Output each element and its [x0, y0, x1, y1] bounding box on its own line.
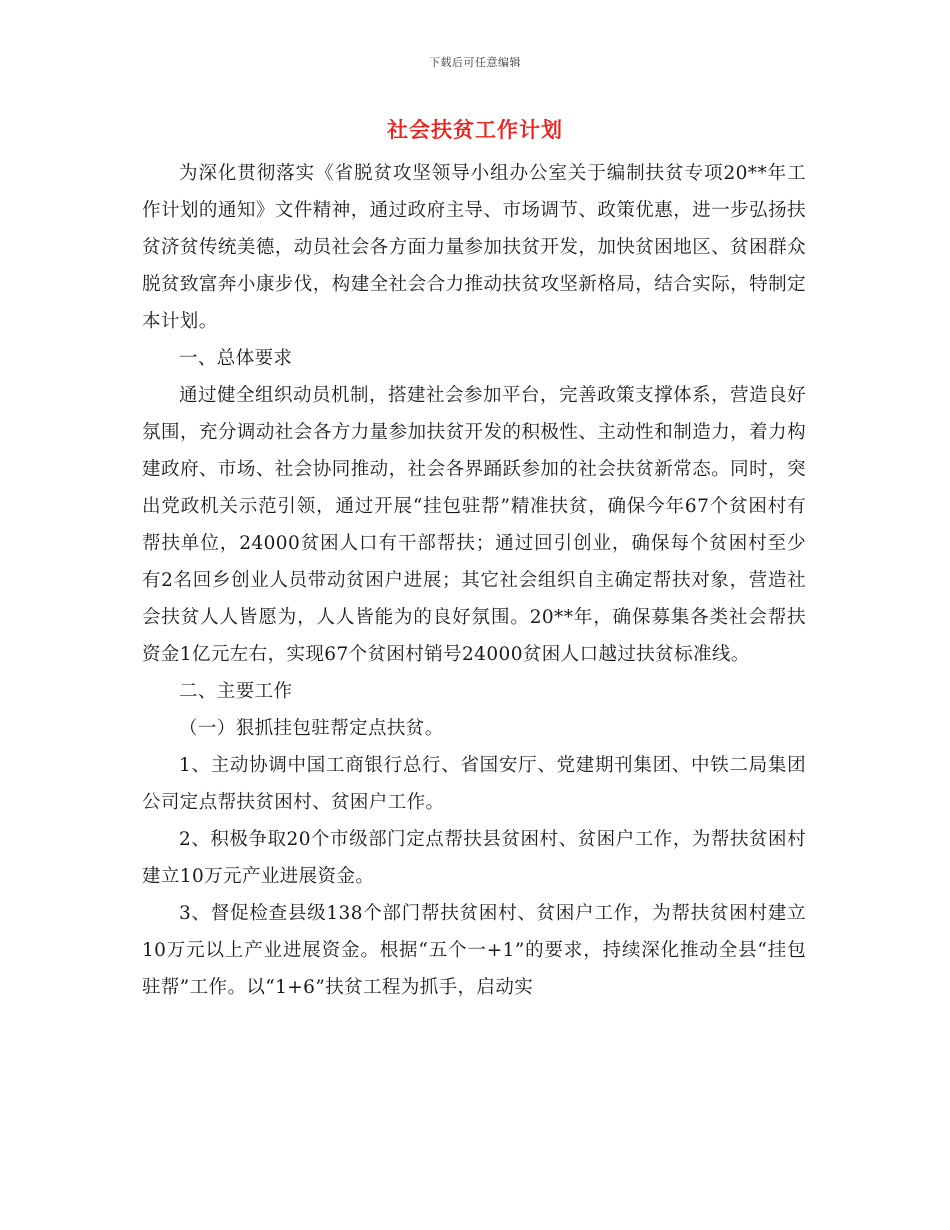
work-item-2: 2、积极争取20个市级部门定点帮扶县贫困村、贫困户工作，为帮扶贫困村建立10万元产业进展资金。: [142, 829, 806, 887]
document-body: [142, 155, 806, 1006]
section-heading-general-requirements: 一、总体要求: [179, 348, 293, 369]
page-header-note: 下载后可任意编辑: [429, 56, 521, 69]
document-title: 社会扶贫工作计划: [387, 117, 563, 142]
general-requirements-paragraph: 通过健全组织动员机制，搭建社会参加平台，完善政策支撑体系，营造良好氛围，充分调动社会各方力量参加扶贫开发的积极性、主动性和制造力，着力构建政府、市场、社会协同推动，社会各界踊跃参加的社会扶贫新常态。同时，突出党政机关示范引领，通过开展“挂包驻帮”精准扶贫，确保今年67个贫困村有帮扶单位，24000贫困人口有干部帮扶；通过回引创业，确保每个贫困村至少有2名回乡创业人员带动贫困户进展；其它社会组织自主确定帮扶对象，营造社会扶贫人人皆愿为，人人皆能为的良好氛围。20**年，确保募集各类社会帮扶资金1亿元左右，实现67个贫困村销号24000贫困人口越过扶贫标准线。: [142, 385, 806, 665]
intro-paragraph: 为深化贯彻落实《省脱贫攻坚领导小组办公室关于编制扶贫专项20**年工作计划的通知》文件精神，通过政府主导、市场调节、政策优惠，进一步弘扬扶贫济贫传统美德，动员社会各方面力量参加扶贫开发，加快贫困地区、贫困群众脱贫致富奔小康步伐，构建全社会合力推动扶贫攻坚新格局，结合实际，特制定本计划。: [142, 163, 806, 332]
subsection-heading-1: （一）狠抓挂包驻帮定点扶贫。: [179, 718, 444, 739]
work-item-1: 1、主动协调中国工商银行总行、省国安厅、党建期刊集团、中铁二局集团公司定点帮扶贫困村、贫困户工作。: [142, 755, 806, 813]
section-heading-main-work: 二、主要工作: [179, 681, 293, 702]
work-item-3: 3、督促检查县级138个部门帮扶贫困村、贫困户工作，为帮扶贫困村建立10万元以上产业进展资金。根据“五个一+1”的要求，持续深化推动全县“挂包驻帮”工作。以“1+6”扶贫工程为抓手，启动实: [142, 903, 806, 998]
